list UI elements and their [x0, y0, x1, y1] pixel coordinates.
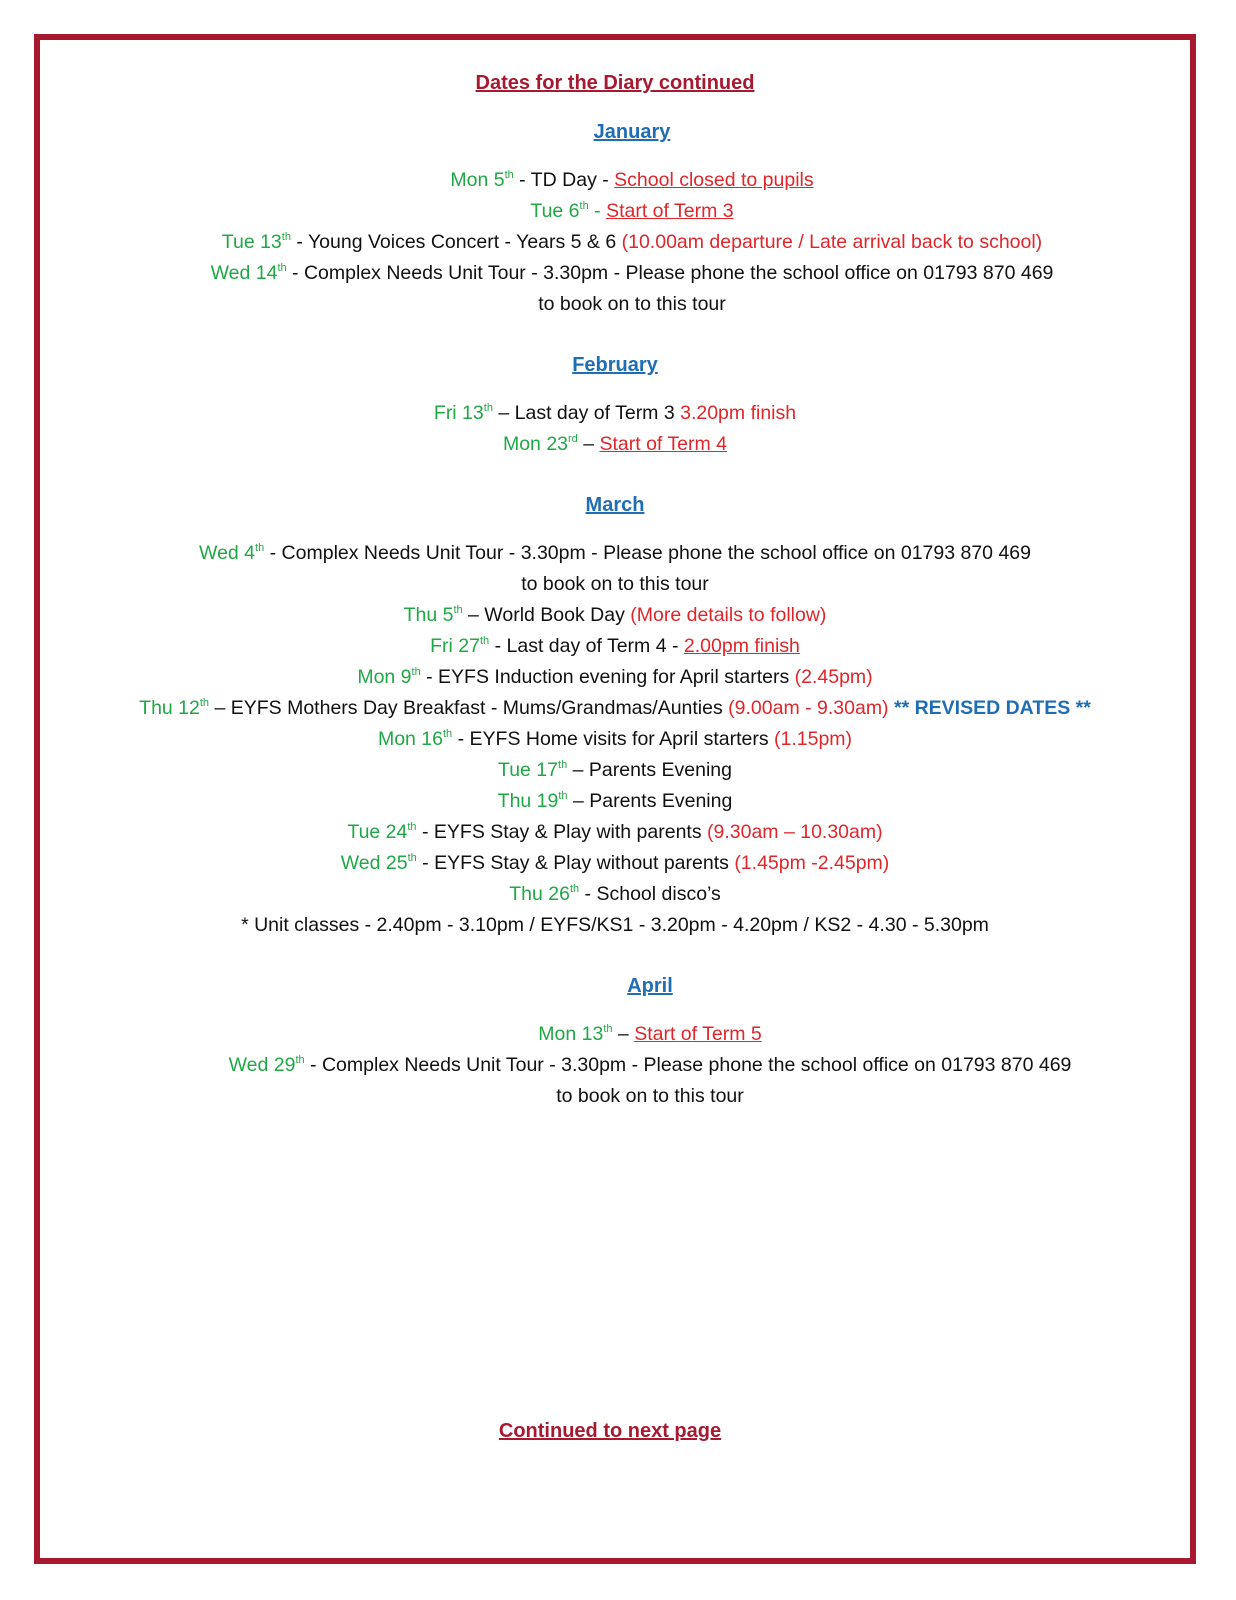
- event-highlight: (1.45pm -2.45pm): [734, 852, 890, 874]
- event-highlight: Start of Term 5: [634, 1023, 762, 1045]
- document-body: [40, 40, 1190, 1112]
- event-date: Wed 25: [340, 852, 408, 874]
- january-section: [57, 117, 1207, 320]
- event-date: Mon 5: [450, 169, 505, 191]
- event-highlight: Start of Term 3: [606, 200, 734, 222]
- event-highlight: (2.45pm): [794, 666, 873, 688]
- date-suffix: th: [558, 759, 568, 771]
- list-item: [40, 429, 1190, 460]
- event-date: Mon 16: [377, 728, 443, 750]
- event-text: - Young Voices Concert - Years 5 & 6: [290, 231, 622, 253]
- list-item: [57, 227, 1207, 258]
- event-text: - Complex Needs Unit Tour - 3.30pm - Please phone the school office on 01793 870 469: [286, 262, 1054, 284]
- date-suffix: th: [199, 697, 210, 709]
- event-date: Mon 9: [357, 666, 412, 688]
- list-item: [40, 755, 1190, 786]
- event-highlight: (More details to follow): [630, 604, 827, 626]
- event-text: - EYFS Stay & Play without parents: [416, 852, 735, 874]
- event-date: Tue 13: [221, 231, 282, 253]
- february-heading: February: [572, 354, 658, 376]
- date-suffix: th: [453, 604, 463, 616]
- event-highlight: School closed to pupils: [614, 169, 814, 191]
- event-text: - EYFS Induction evening for April starters: [420, 666, 795, 688]
- list-item: [40, 631, 1190, 662]
- event-text: - School disco’s: [579, 883, 721, 905]
- list-item: [40, 848, 1190, 879]
- event-text: - EYFS Stay & Play with parents: [416, 821, 708, 843]
- date-suffix: th: [483, 402, 493, 414]
- date-suffix: th: [504, 169, 514, 181]
- event-highlight: 2.00pm finish: [683, 635, 800, 657]
- date-suffix: th: [443, 728, 453, 740]
- event-date: Tue 6: [530, 200, 580, 222]
- event-highlight: (9.00am - 9.30am): [728, 697, 889, 719]
- continued-note: Continued to next page: [498, 1420, 722, 1442]
- event-text: – EYFS Mothers Day Breakfast - Mums/Grandmas/Aunties: [209, 697, 729, 719]
- date-suffix: th: [558, 790, 568, 802]
- date-suffix: th: [295, 1054, 305, 1066]
- april-heading: April: [627, 975, 673, 997]
- event-text: – Parents Evening: [567, 759, 732, 781]
- event-highlight: (9.30am – 10.30am): [707, 821, 883, 843]
- date-suffix: th: [603, 1023, 613, 1035]
- list-item: [40, 724, 1190, 755]
- date-suffix: th: [569, 883, 580, 895]
- list-item: [40, 662, 1190, 693]
- date-suffix: th: [281, 231, 291, 243]
- list-item: [40, 817, 1190, 848]
- event-text: - TD Day -: [513, 169, 615, 191]
- event-highlight: Start of Term 4: [599, 433, 728, 455]
- event-highlight: (10.00am departure / Late arrival back to school): [621, 231, 1043, 253]
- event-text: - Last day of Term 4 -: [489, 635, 684, 657]
- event-date: Mon 13: [538, 1023, 604, 1045]
- list-item: [57, 258, 1207, 289]
- list-item: [40, 600, 1190, 631]
- march-heading: March: [585, 494, 645, 516]
- date-suffix: th: [255, 542, 265, 554]
- event-text: - Complex Needs Unit Tour - 3.30pm - Please phone the school office on 01793 870 469: [264, 542, 1031, 564]
- list-item: to book on to this tour: [556, 1085, 744, 1107]
- event-highlight: (1.15pm): [774, 728, 853, 750]
- event-date: Thu 19: [497, 790, 559, 812]
- march-section: [40, 490, 1190, 941]
- event-text: -: [588, 200, 607, 222]
- event-text: – Last day of Term 3: [492, 402, 681, 424]
- event-date: Wed 4: [199, 542, 256, 564]
- list-item: [57, 165, 1207, 196]
- list-item: * Unit classes - 2.40pm - 3.10pm / EYFS/KS1 - 3.20pm - 4.20pm / KS2 - 4.30 - 5.30pm: [241, 914, 989, 936]
- list-item: [40, 879, 1190, 910]
- event-text: – Parents Evening: [567, 790, 733, 812]
- date-suffix: th: [579, 200, 589, 212]
- date-suffix: th: [407, 852, 417, 864]
- event-date: Tue 24: [347, 821, 408, 843]
- event-text: –: [612, 1023, 635, 1045]
- date-suffix: th: [277, 262, 287, 274]
- list-item: to book on to this tour: [538, 293, 726, 315]
- event-date: Tue 17: [498, 759, 559, 781]
- event-date: Wed 14: [210, 262, 278, 284]
- list-item: [75, 1050, 1225, 1081]
- event-date: Mon 23: [502, 433, 569, 455]
- event-text: - Complex Needs Unit Tour - 3.30pm - Please phone the school office on 01793 870 469: [304, 1054, 1072, 1076]
- date-suffix: th: [411, 666, 421, 678]
- list-item: [40, 538, 1190, 569]
- event-date: Thu 5: [403, 604, 454, 626]
- date-suffix: th: [407, 821, 417, 833]
- list-item: [40, 693, 1190, 724]
- event-date: Thu 26: [509, 883, 570, 905]
- event-date: Wed 29: [228, 1054, 296, 1076]
- event-highlight: 3.20pm finish: [680, 402, 797, 424]
- list-item: to book on to this tour: [521, 573, 709, 595]
- event-date: Fri 27: [430, 635, 480, 657]
- event-text: –: [577, 433, 600, 455]
- april-section: [75, 971, 1225, 1112]
- list-item: [57, 196, 1207, 227]
- february-section: [40, 350, 1190, 460]
- date-suffix: rd: [568, 433, 578, 445]
- event-date: Fri 13: [433, 402, 484, 424]
- list-item: [40, 786, 1190, 817]
- event-text: – World Book Day: [462, 604, 631, 626]
- list-item: [40, 398, 1190, 429]
- january-heading: January: [593, 121, 671, 143]
- date-suffix: th: [479, 635, 490, 647]
- revised-dates-note: ** REVISED DATES **: [888, 697, 1091, 719]
- page-title: Dates for the Diary continued: [475, 72, 755, 94]
- event-text: - EYFS Home visits for April starters: [452, 728, 775, 750]
- event-date: Thu 12: [139, 697, 200, 719]
- list-item: [75, 1019, 1225, 1050]
